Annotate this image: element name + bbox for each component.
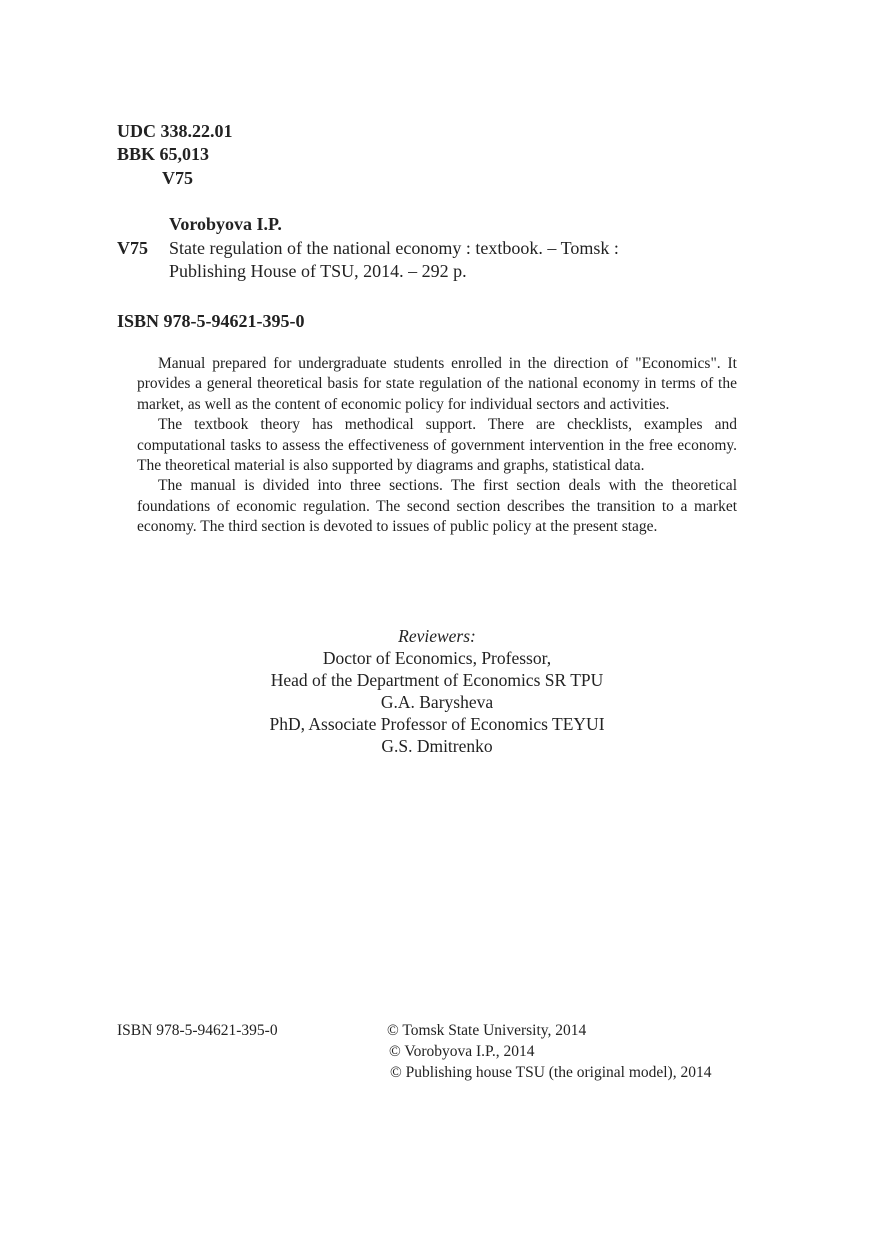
reviewer-line: Head of the Department of Economics SR TPU	[270, 670, 604, 690]
bbk-code: BBK 65,013	[117, 144, 210, 164]
udc-code: UDC 338.22.01	[117, 121, 233, 141]
cutter-mark: V75	[117, 238, 148, 258]
isbn-footer: ISBN 978-5-94621-395-0	[117, 1022, 278, 1039]
reviewer-line: Doctor of Economics, Professor,	[322, 648, 552, 668]
cutter-code: V75	[162, 168, 193, 188]
copyright-line: © Vorobyova I.P., 2014	[389, 1043, 535, 1060]
reviewers-block	[137, 625, 737, 757]
abstract-paragraph: Manual prepared for undergraduate students enrolled in the direction of "Economics". It provides a general theoretical basis for state regulation of the national economy in terms of the market, as well as the content of economic policy for individual sectors and activities.	[137, 355, 737, 413]
reviewers-heading: Reviewers:	[398, 626, 476, 646]
copyright-line: © Tomsk State University, 2014	[387, 1022, 587, 1039]
reviewer-line: PhD, Associate Professor of Economics TEYUI	[269, 714, 605, 734]
bib-line-publisher: Publishing House of TSU, 2014. – 292 p.	[169, 261, 467, 281]
abstract-paragraph: The textbook theory has methodical support. There are checklists, examples and computational tasks to assess the effectiveness of government intervention in the free economy. The theoretical material is also supported by diagrams and graphs, statistical data.	[137, 416, 737, 475]
abstract-paragraph: The manual is divided into three sections. The first section deals with the theoretical foundations of economic regulation. The second section describes the transition to a market economy. The third section is devoted to issues of public policy at the present stage.	[137, 477, 737, 536]
abstract	[137, 354, 737, 538]
bib-line-title: State regulation of the national economy : textbook. – Tomsk :	[169, 238, 619, 258]
reviewer-name: G.S. Dmitrenko	[381, 736, 493, 756]
copyright-line: © Publishing house TSU (the original model), 2014	[390, 1064, 712, 1081]
bibliographic-description	[169, 237, 619, 283]
reviewer-name: G.A. Barysheva	[380, 692, 494, 712]
author-name: Vorobyova I.P.	[169, 214, 282, 234]
isbn-heading: ISBN 978-5-94621-395-0	[117, 311, 305, 331]
